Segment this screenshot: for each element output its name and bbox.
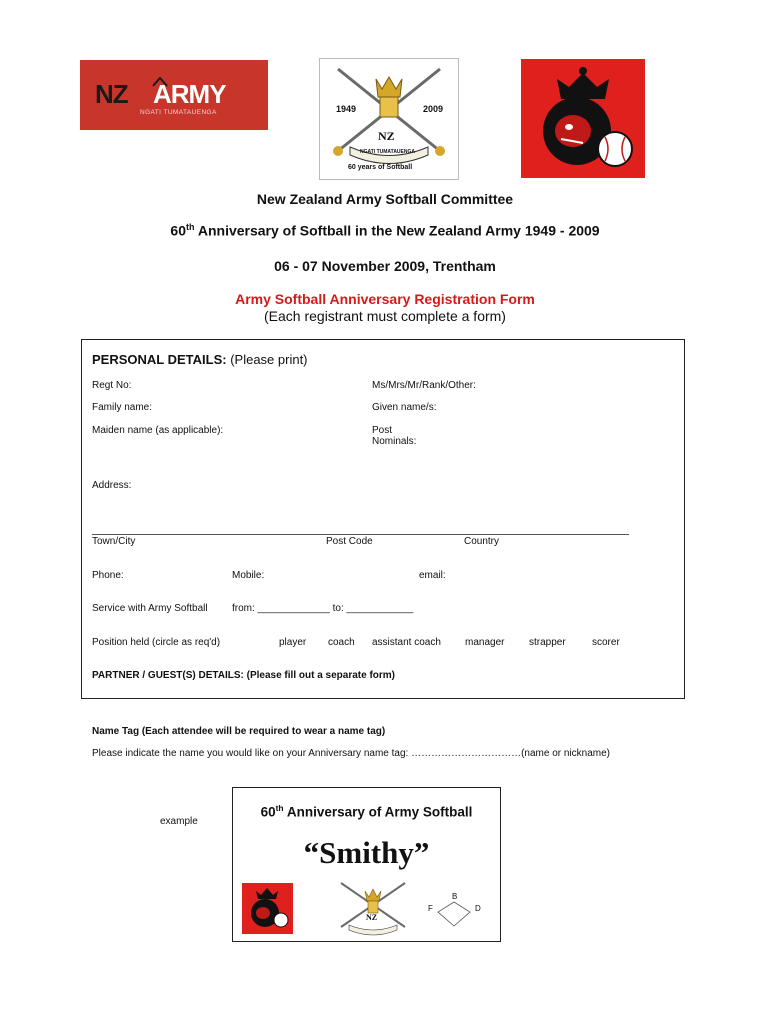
logo-subtitle: NGATI TUMATAUENGA xyxy=(140,109,217,116)
position-label: Position held (circle as req'd) xyxy=(92,637,221,648)
diamond-icon xyxy=(424,892,496,934)
anniversary-crest-logo xyxy=(319,58,459,180)
date-place-heading: 06 - 07 November 2009, Trentham xyxy=(274,258,496,274)
crest-year-right: 2009 xyxy=(423,104,444,114)
name-tag-title: 60th Anniversary of Army Softball xyxy=(260,803,473,820)
given-names-field[interactable]: Given name/s: xyxy=(372,402,437,413)
crest-nz-text: NZ xyxy=(378,129,395,143)
role-option-strapper[interactable]: strapper xyxy=(529,637,566,648)
regt-no-field[interactable]: Regt No: xyxy=(92,380,132,391)
country-field[interactable]: Country xyxy=(464,536,500,547)
address-field[interactable]: Address: xyxy=(92,480,132,491)
crest-year-left: 1949 xyxy=(336,104,357,114)
form-title: Army Softball Anniversary Registration Form xyxy=(235,291,535,307)
lion-softball-logo xyxy=(521,59,645,178)
example-label: example xyxy=(160,816,198,827)
mobile-field[interactable]: Mobile: xyxy=(232,570,265,581)
title-field[interactable]: Ms/Mrs/Mr/Rank/Other: xyxy=(372,380,476,391)
crest-motto: NGATI TUMATAUENGA xyxy=(360,149,415,155)
crest-caption: 60 years of Softball xyxy=(348,164,413,171)
diamond-label-d: D xyxy=(475,904,481,913)
diamond-label-f: F xyxy=(428,904,433,913)
mini-crest-logo xyxy=(333,879,413,937)
partner-details-note: PARTNER / GUEST(S) DETAILS: (Please fill out a separate form) xyxy=(92,670,396,681)
town-city-field[interactable]: Town/City xyxy=(92,536,136,547)
role-option-scorer[interactable]: scorer xyxy=(592,637,620,648)
nz-army-logo xyxy=(80,60,268,130)
role-option-player[interactable]: player xyxy=(279,637,307,648)
logo-army-text: ARMY xyxy=(153,79,226,109)
post-code-field[interactable]: Post Code xyxy=(326,536,373,547)
phone-field[interactable]: Phone: xyxy=(92,570,124,581)
anniversary-heading: 60th Anniversary of Softball in the New Zealand Army 1949 - 2009 xyxy=(170,222,600,239)
committee-heading: New Zealand Army Softball Committee xyxy=(256,191,514,207)
lion-icon xyxy=(521,59,645,178)
name-tag-sample-name: “Smithy” xyxy=(303,835,430,870)
role-option-assistant-coach[interactable]: assistant coach xyxy=(372,637,441,648)
logo-swoosh-icon xyxy=(152,77,168,87)
crest-emblem-icon xyxy=(320,59,458,179)
email-field[interactable]: email: xyxy=(419,570,446,581)
form-note: (Each registrant must complete a form) xyxy=(264,308,506,324)
role-option-coach[interactable]: coach xyxy=(328,637,355,648)
mini-crest-icon xyxy=(333,879,413,937)
softball-diamond-diagram xyxy=(424,892,496,934)
maiden-name-field[interactable]: Maiden name (as applicable): xyxy=(92,425,224,436)
name-tag-instruction[interactable]: Please indicate the name you would like on your Anniversary name tag: ……………………………(name or nickname) xyxy=(92,748,610,759)
diamond-label-b: B xyxy=(452,892,458,901)
family-name-field[interactable]: Family name: xyxy=(92,402,153,413)
name-tag-heading: Name Tag (Each attendee will be required to wear a name tag) xyxy=(92,726,386,737)
mini-lion-icon xyxy=(242,883,293,934)
post-nominals-field[interactable]: Post Nominals: xyxy=(372,425,417,447)
personal-details-heading: PERSONAL DETAILS: (Please print) xyxy=(92,352,308,367)
role-option-manager[interactable]: manager xyxy=(465,637,505,648)
address-line xyxy=(92,534,629,535)
service-dates-field[interactable]: from: _____________ to: ____________ xyxy=(232,603,414,614)
service-label: Service with Army Softball xyxy=(92,603,208,614)
mini-lion-logo xyxy=(242,883,293,934)
mini-crest-nz: NZ xyxy=(366,913,378,922)
logo-nz-text: NZ xyxy=(95,79,128,109)
